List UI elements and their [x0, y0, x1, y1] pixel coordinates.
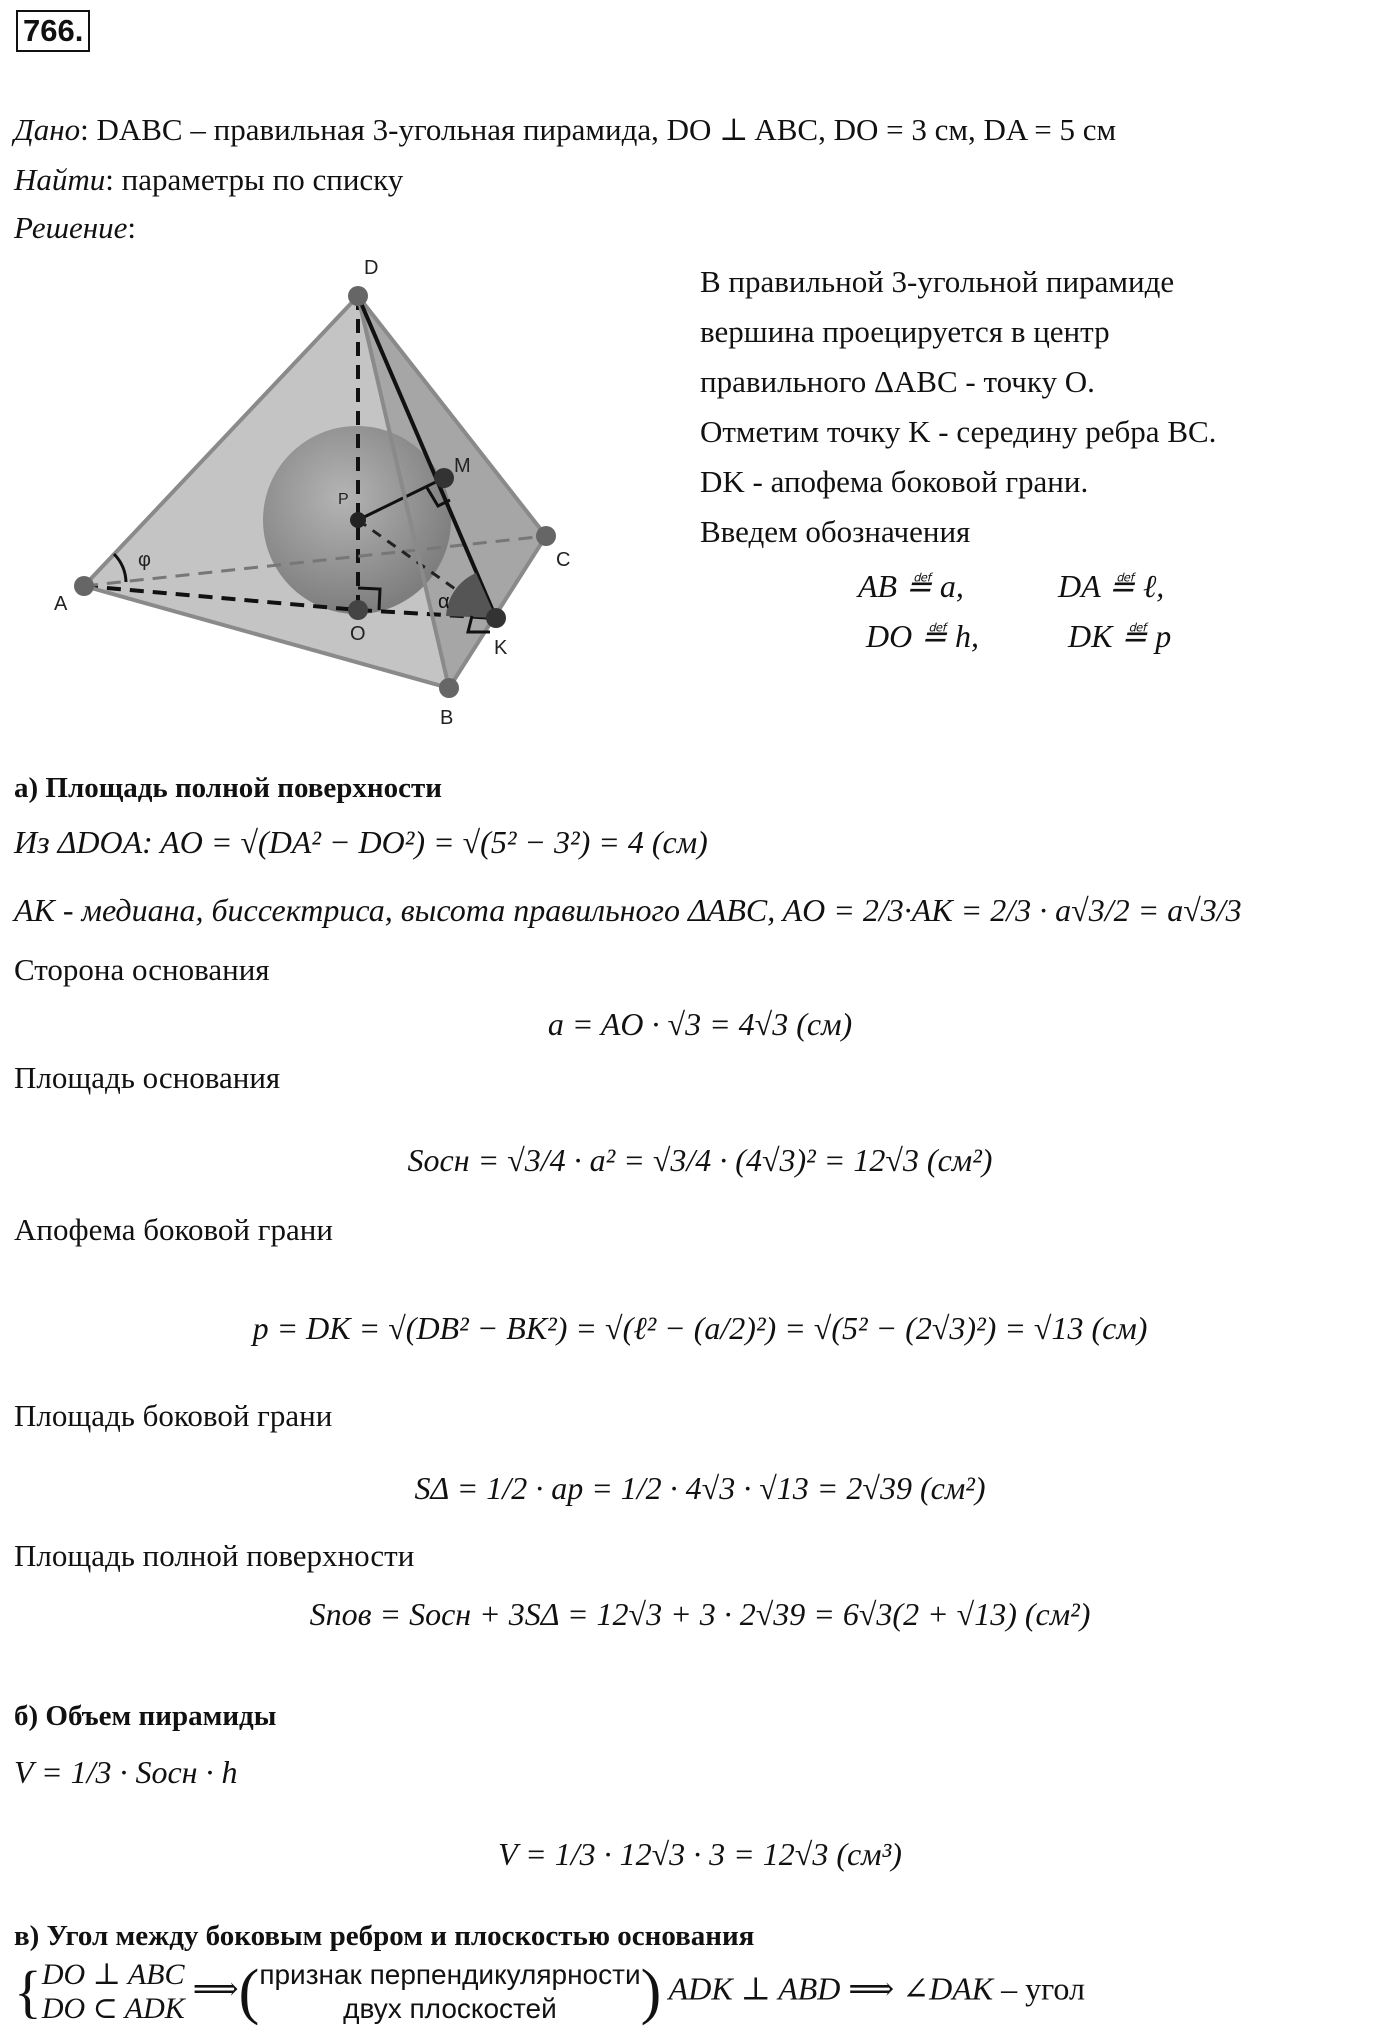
find-label: Найти — [14, 162, 106, 197]
point-b — [439, 678, 459, 698]
label-phi: φ — [138, 549, 151, 571]
label-b: B — [440, 707, 454, 729]
solution-label: Решение — [14, 210, 128, 245]
solution-line — [14, 208, 136, 248]
side-text-3: правильного ΔABC - точку O. — [700, 364, 1095, 399]
solution-text: : — [127, 210, 136, 245]
system-line-1: DO ⊥ ABC — [41, 1958, 185, 1991]
side-label: Сторона основания — [14, 952, 270, 987]
point-c — [536, 526, 556, 546]
point-m — [434, 468, 454, 488]
label-m: M — [454, 455, 471, 477]
side-text-6: Введем обозначения — [700, 514, 971, 549]
criterion-line-1: признак перпендикулярности — [259, 1959, 641, 1990]
point-k — [486, 608, 506, 628]
side-formula: a = AO · √3 = 4√3 (см) — [547, 1006, 853, 1042]
side-text-5: DK - апофема боковой грани. — [700, 464, 1089, 499]
label-d: D — [364, 257, 379, 279]
part-c-reasoning: { DO ⊥ ABC DO ⊂ ADK ⟹( признак перпендикулярности двух плоскостей ) ADK ⊥ ABD ⟹ ∠DAK – угол — [14, 1958, 1085, 2026]
point-o — [348, 600, 368, 620]
total-label: Площадь полной поверхности — [14, 1538, 415, 1573]
label-o: O — [350, 623, 366, 645]
conclusion-tail: – угол — [1001, 1970, 1085, 2007]
find-text: : параметры по списку — [105, 162, 404, 197]
lateral-label: Площадь боковой грани — [14, 1398, 333, 1433]
notation-do: DO ≝ h, — [866, 618, 980, 654]
label-k: K — [494, 637, 508, 659]
find-line — [14, 160, 403, 200]
side-text-1: В правильной 3-угольной пирамиде — [700, 264, 1175, 299]
notation-ab: AB ≝ a, — [858, 568, 964, 604]
conclusion: ADK ⊥ ABD ⟹ ∠DAK — [668, 1970, 994, 2007]
system-line-2: DO ⊂ ADK — [41, 1992, 185, 2025]
base-formula: Sосн = √3/4 · a² = √3/4 · (4√3)² = 12√3 (см²) — [407, 1142, 993, 1178]
given-text: : DABC – правильная 3-угольная пирамида, DO ⊥ ABC, DO = 3 см, DA = 5 см — [80, 112, 1117, 147]
notation-dk: DK ≝ p — [1068, 618, 1172, 654]
label-alpha: α — [438, 591, 450, 613]
part-a-line2: AK - медиана, биссектриса, высота правильного ΔABC, AO = 2/3·AK = 2/3 · a√3/2 = a√3/3 — [14, 892, 1242, 928]
apothem-label: Апофема боковой грани — [14, 1212, 333, 1247]
notation-da: DA ≝ ℓ, — [1058, 568, 1165, 604]
apothem-formula: p = DK = √(DB² − BK²) = √(ℓ² − (a/2)²) = √(5² − (2√3)²) = √13 (см) — [252, 1310, 1148, 1346]
part-c-heading: в) Угол между боковым ребром и плоскостью основания — [14, 1920, 755, 1952]
side-text-2: вершина проецируется в центр — [700, 314, 1110, 349]
part-b-heading: б) Объем пирамиды — [14, 1700, 277, 1732]
base-label: Площадь основания — [14, 1060, 281, 1095]
part-a-line1: Из ΔDOA: AO = √(DA² − DO²) = √(5² − 3²) = 4 (см) — [14, 824, 708, 860]
given-label: Дано — [14, 112, 81, 147]
given-line — [14, 110, 1116, 150]
part-a-heading: а) Площадь полной поверхности — [14, 772, 442, 804]
criterion-line-2: двух плоскостей — [343, 1993, 557, 2024]
lateral-formula: SΔ = 1/2 · ap = 1/2 · 4√3 · √13 = 2√39 (см²) — [414, 1470, 986, 1506]
side-text-4: Отметим точку K - середину ребра BC. — [700, 414, 1217, 449]
total-formula: Sпов = Sосн + 3SΔ = 12√3 + 3 · 2√39 = 6√3(2 + √13) (см²) — [309, 1596, 1091, 1632]
label-p: P — [338, 491, 349, 508]
volume-formula: V = 1/3 · Sосн · h — [14, 1754, 238, 1790]
pyramid-figure — [54, 248, 614, 748]
point-a — [74, 576, 94, 596]
problem-number: 766. — [16, 10, 90, 52]
label-a: A — [54, 593, 68, 615]
volume-calc: V = 1/3 · 12√3 · 3 = 12√3 (см³) — [498, 1836, 902, 1872]
point-p — [350, 512, 366, 528]
point-d — [348, 286, 368, 306]
label-c: C — [556, 549, 571, 571]
